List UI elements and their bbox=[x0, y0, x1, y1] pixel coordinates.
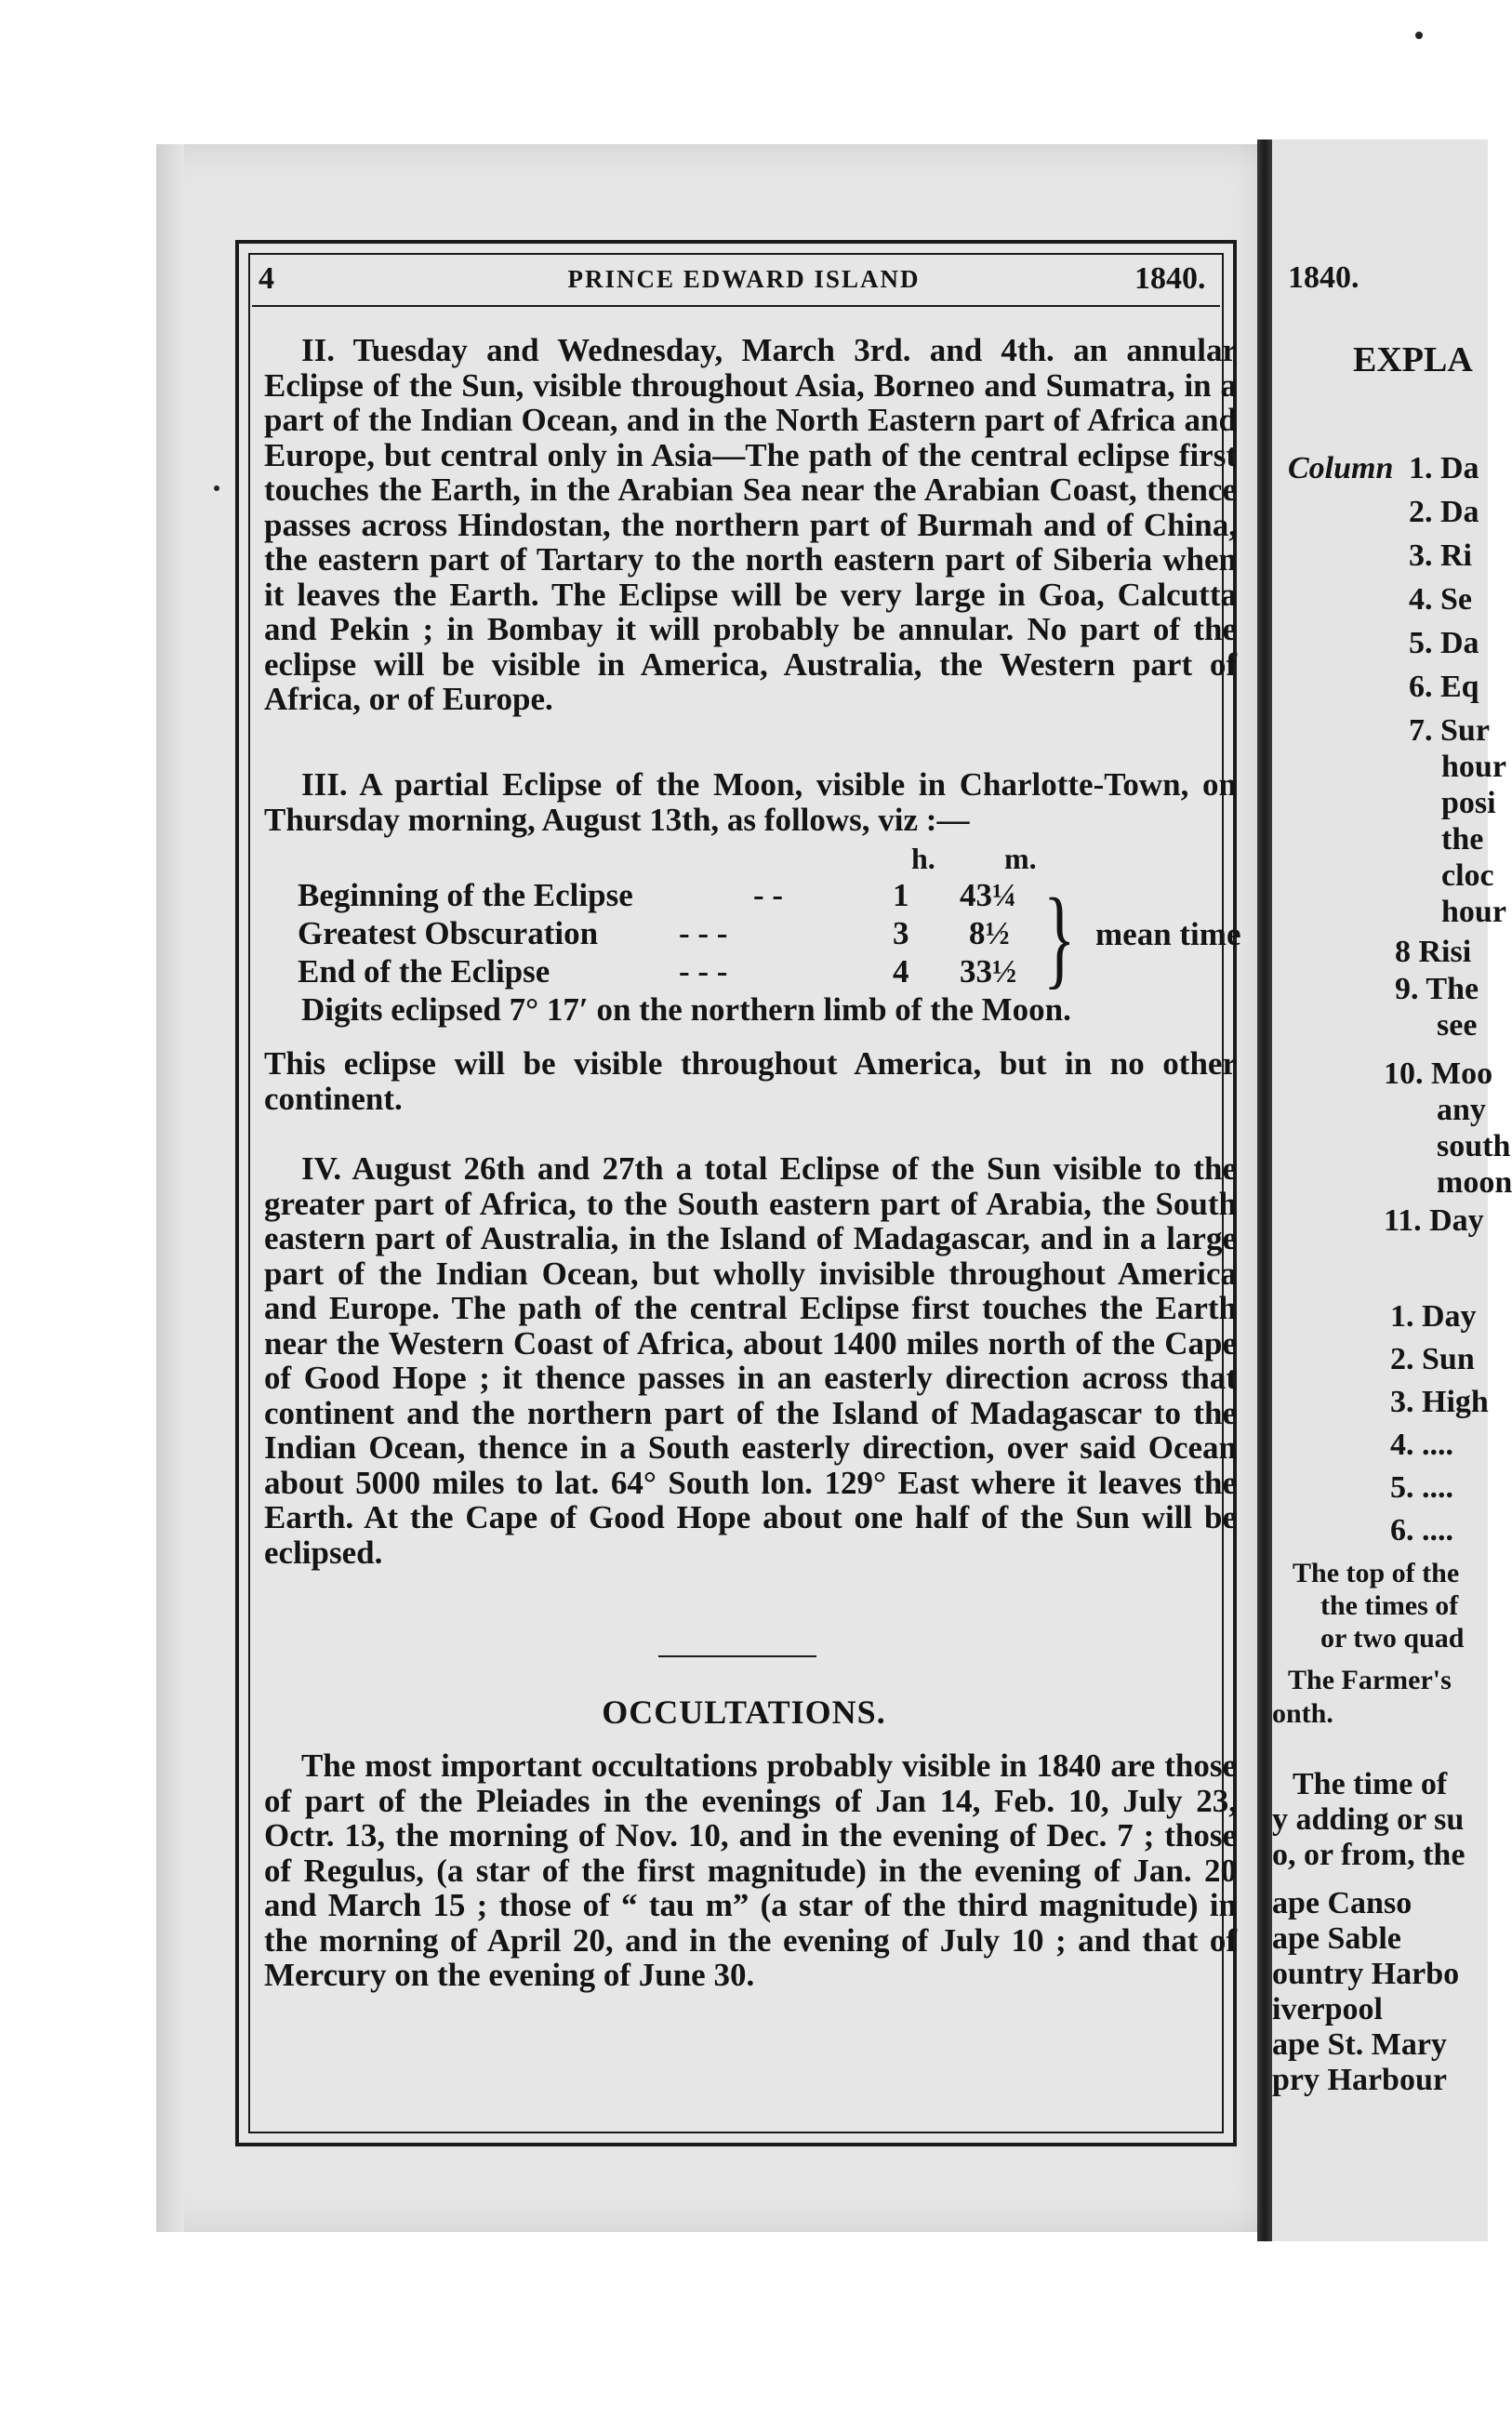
table-row bbox=[298, 878, 633, 913]
curly-brace-icon: } bbox=[1043, 875, 1076, 999]
place-name: ountry Harbo bbox=[1272, 1957, 1460, 1991]
right-note-line: o, or from, the bbox=[1272, 1838, 1466, 1872]
right-note-line: or two quad bbox=[1320, 1623, 1465, 1654]
right-list-item: 11. Day bbox=[1384, 1203, 1484, 1238]
section-divider bbox=[658, 1655, 816, 1657]
row-hours: 3 bbox=[893, 915, 909, 951]
row-label: End of the Eclipse bbox=[298, 953, 550, 990]
column-label: Column bbox=[1288, 451, 1394, 485]
right-list-item: hour bbox=[1441, 750, 1506, 784]
right-list2-item: 2. Sun bbox=[1390, 1342, 1475, 1376]
eclipse-ii-paragraph: II. Tuesday and Wednesday, March 3rd. and 4th. an annular Eclipse of the Sun, visible throughout Asia, Borneo and Sumatra, in a part of the Indian Ocean, and in the North Eastern part of Africa and Europe, but central only in Asia—The path of the central eclipse first touches the Earth, in the Arabian Sea near the Arabian Coast, thence passes across Hindostan, the northern part of Burmah and of China, the eastern part of Tartary to the north eastern part of Siberia when it leaves the Earth. The Eclipse will be very large in Goa, Calcutta and Pekin ; in Bombay it will probably be annular. No part of the eclipse will be visible in America, Australia, the Western part of Africa, or of Europe. bbox=[264, 332, 1237, 717]
right-list2-item: 1. Day bbox=[1390, 1299, 1477, 1334]
right-list-item: 9. The bbox=[1395, 972, 1479, 1006]
right-list-item: 3. Ri bbox=[1409, 538, 1472, 573]
place-name: iverpool bbox=[1272, 1992, 1383, 2026]
right-note-line: The time of bbox=[1293, 1767, 1448, 1801]
row-dashes: - - - bbox=[679, 953, 728, 990]
right-note-line: onth. bbox=[1272, 1698, 1333, 1729]
table-row bbox=[298, 916, 598, 951]
row-dashes: - - - bbox=[679, 915, 728, 951]
background-top bbox=[0, 0, 1488, 149]
eclipse-iii-intro-block bbox=[264, 767, 1237, 837]
place-name: pry Harbour bbox=[1272, 2063, 1447, 2097]
row-minutes: 8½ bbox=[969, 915, 1010, 951]
right-list-item: cloc bbox=[1441, 858, 1494, 893]
row-dashes: - - bbox=[753, 877, 784, 913]
right-list-item: 4. Se bbox=[1409, 582, 1472, 617]
right-note-line: The Farmer's bbox=[1288, 1665, 1452, 1695]
right-list-item: 7. Sur bbox=[1409, 713, 1490, 748]
row-hours: 4 bbox=[893, 953, 909, 990]
page-year: 1840. bbox=[1134, 261, 1206, 296]
occultations-section bbox=[264, 1748, 1237, 1993]
right-list-item: see bbox=[1437, 1008, 1478, 1043]
right-list2-item: 3. High bbox=[1390, 1385, 1489, 1419]
mean-time-label: mean time bbox=[1095, 916, 1241, 952]
eclipse-iv-paragraph: IV. August 26th and 27th a total Eclipse of the Sun visible to the greater part of Africa, to the South eastern part of Arabia, the South eastern part of Australia, in the Island of Madagascar, and in a large part of the Indian Ocean, but wholly invisible throughout America and Europe. The path of the central Eclipse first touches the Earth near the Western Coast of Africa, about 1400 miles north of the Cape of Good Hope ; it thence passes in an easterly direction across that continent and the northern part of the Island of Madagascar to the Indian Ocean, thence in a South easterly direction, over said Ocean about 5000 miles to lat. 64° South lon. 129° East where it leaves the Earth. At the Cape of Good Hope about one half of the Sun will be eclipsed. bbox=[264, 1150, 1237, 1571]
right-list2-item: 4. .... bbox=[1390, 1428, 1453, 1462]
occultations-paragraph: The most important occultations probably visible in 1840 are those of part of the Pleiades in the evenings of Jan 14, Feb. 10, July 23, Octr. 13, the morning of Nov. 10, and in the evening of Dec. 7 ; those of Regulus, (a star of the first magnitude) in the evening of Jan. 20 and March 15 ; those of “ tau m” (a star of the third magnitude) in the morning of April 20, and in the evening of July 10 ; and that of Mercury on the evening of June 30. bbox=[264, 1747, 1237, 1993]
right-list-item: south bbox=[1437, 1129, 1511, 1163]
right-page-heading: EXPLA bbox=[1353, 340, 1473, 379]
column-minutes-label: m. bbox=[1004, 842, 1037, 875]
right-note-line: y adding or su bbox=[1272, 1802, 1465, 1837]
header-rule bbox=[252, 305, 1220, 307]
eclipse-iii-intro: III. A partial Eclipse of the Moon, visible in Charlotte-Town, on Thursday morning, August 13th, as follows, viz :— bbox=[264, 766, 1237, 838]
eclipse-iii-visibility-block bbox=[264, 1046, 1237, 1116]
book-gutter bbox=[1257, 140, 1272, 2241]
right-list-item: 2. Da bbox=[1409, 495, 1479, 529]
eclipse-iii-visibility: This eclipse will be visible throughout America, but in no other continent. bbox=[264, 1045, 1237, 1117]
row-label: Greatest Obscuration bbox=[298, 915, 599, 951]
row-label: Beginning of the Eclipse bbox=[298, 877, 633, 913]
speck bbox=[1415, 32, 1423, 39]
speck bbox=[214, 485, 219, 491]
right-list-item: posi bbox=[1441, 786, 1496, 820]
column-hours-label: h. bbox=[911, 842, 935, 875]
digits-eclipsed-block bbox=[264, 992, 1237, 1028]
right-list-item: 8 Risi bbox=[1395, 935, 1472, 969]
occultations-heading: OCCULTATIONS. bbox=[602, 1694, 886, 1731]
right-note-line: The top of the bbox=[1293, 1558, 1460, 1588]
right-list-item: hour bbox=[1441, 895, 1506, 929]
running-title: PRINCE EDWARD ISLAND bbox=[567, 265, 921, 293]
place-name: ape Canso bbox=[1272, 1886, 1413, 1920]
right-list-item: 5. Da bbox=[1409, 626, 1479, 660]
left-page-edge bbox=[156, 144, 184, 2232]
right-page-year: 1840. bbox=[1288, 260, 1359, 295]
right-list-item: moon bbox=[1437, 1165, 1512, 1200]
place-name: ape Sable bbox=[1272, 1921, 1401, 1956]
right-list-item: 6. Eq bbox=[1409, 670, 1479, 704]
eclipse-iv-section bbox=[264, 1151, 1237, 1570]
page-number: 4 bbox=[259, 261, 274, 296]
right-list-item: any bbox=[1437, 1093, 1486, 1127]
right-list2-item: 6. .... bbox=[1390, 1513, 1453, 1548]
row-minutes: 33½ bbox=[960, 953, 1017, 990]
right-list2-item: 5. .... bbox=[1390, 1470, 1453, 1505]
row-minutes: 43¼ bbox=[960, 877, 1017, 913]
right-list-item: 1. Da bbox=[1409, 451, 1479, 485]
eclipse-ii-section bbox=[264, 333, 1237, 717]
place-name: ape St. Mary bbox=[1272, 2027, 1447, 2062]
digits-eclipsed: Digits eclipsed 7° 17′ on the northern limb of the Moon. bbox=[301, 991, 1071, 1028]
right-list-item: the bbox=[1441, 822, 1484, 857]
right-list-item: 10. Moo bbox=[1384, 1056, 1493, 1091]
row-hours: 1 bbox=[893, 877, 909, 913]
table-row bbox=[298, 954, 550, 990]
right-note-line: the times of bbox=[1320, 1590, 1459, 1621]
